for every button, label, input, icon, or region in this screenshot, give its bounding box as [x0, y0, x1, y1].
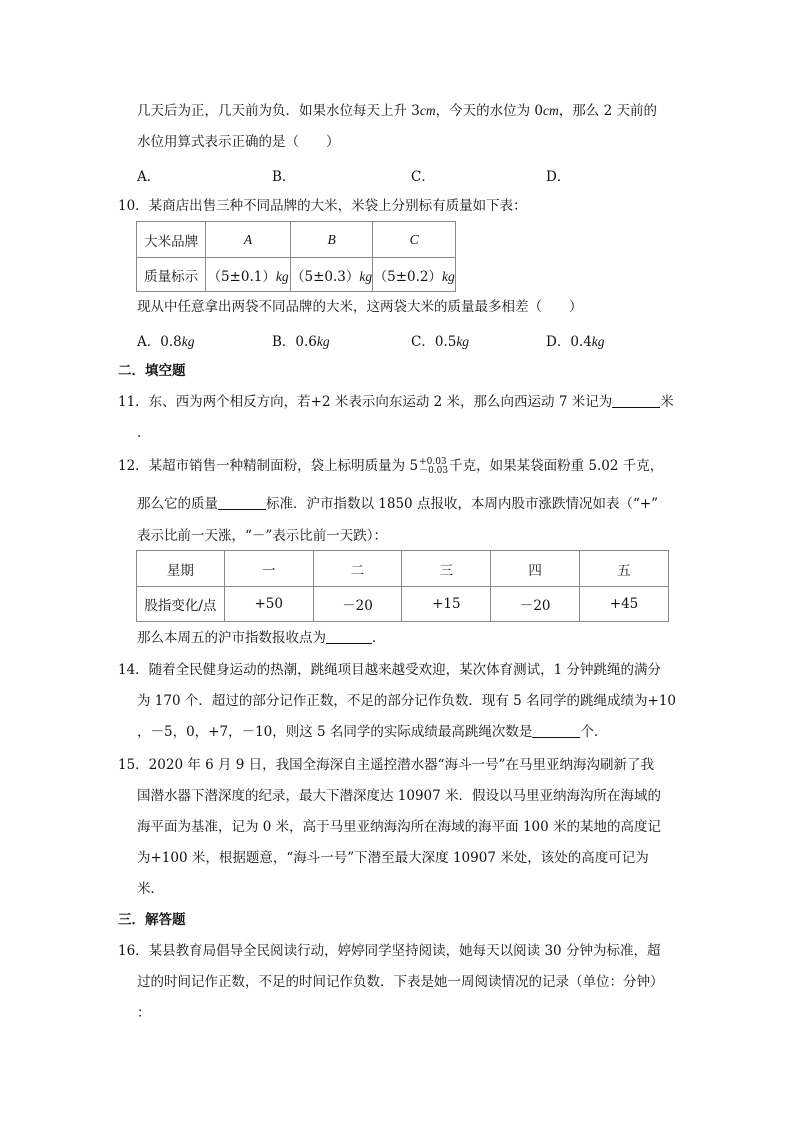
- q14-line1: 14．随着全民健身运动的热潮，跳绳项目越来越受欢迎，某次体育测试，1 分钟跳绳的满分: [118, 662, 662, 678]
- q15-line5: 米．: [137, 881, 164, 897]
- q10-header-brand: 大米品牌: [137, 222, 206, 258]
- q16-line1: 16．某县教育局倡导全民阅读行动，婷婷同学坚持阅读，她每天以阅读 30 分钟为标准，超: [118, 943, 661, 959]
- q10-option-a: [137, 330, 194, 350]
- q14-unit: 个．: [580, 724, 608, 740]
- q12-line2: [137, 494, 658, 514]
- q10-stem: 10．某商店出售三种不同品牌的大米，米袋上分别标有质量如下表：: [118, 198, 527, 214]
- unit-kg: kg: [275, 268, 289, 284]
- q10-header-c: C: [373, 222, 456, 258]
- q12-text-c: 那么它的质量: [137, 496, 218, 512]
- q12-text-d: 标准．沪市指数以 1850 点报收，本周内股市涨跌情况如表（“+”: [266, 496, 659, 512]
- q12-header-weekday: 星期: [137, 551, 225, 587]
- q16-line2: 过的时间记作正数，不足的时间记作负数．下表是她一周阅读情况的记录（单位：分钟）: [137, 974, 664, 990]
- q12-text-b: 千克，如果某袋面粉重 5.02 千克，: [449, 458, 664, 474]
- q15-line3: 海平面为基准，记为 0 米，高于马里亚纳海沟所在海域的海平面 100 米的某地的高度记: [137, 819, 662, 835]
- q11-unit: 米: [660, 394, 674, 410]
- q12-value-mon: +50: [224, 587, 313, 622]
- q10-option-b: [272, 330, 330, 350]
- q12-header-tue: 二: [313, 551, 402, 587]
- q12-header-wed: 三: [402, 551, 491, 587]
- q12-value-wed: +15: [402, 587, 491, 622]
- q10-cell-a: [206, 258, 291, 292]
- q10-header-b: B: [290, 222, 373, 258]
- unit-kg: kg: [591, 334, 605, 349]
- q12-value-tue: －20: [313, 587, 402, 622]
- q14-line2: 为 170 个．超过的部分记作正数，不足的部分记作负数．现有 5 名同学的跳绳成绩为+10: [137, 693, 677, 709]
- q14-text: ，－5，0，+7，－10，则这 5 名同学的实际成绩最高跳绳次数是: [137, 724, 533, 740]
- q12-tolerance: [419, 458, 448, 476]
- q10-cell-a-value: （5±0.1）: [207, 268, 276, 285]
- q15-line4: 为+100 米，根据题意，“海斗一号”下潜至最大深度 10907 米处，该处的高度可记为: [137, 850, 649, 866]
- unit-kg: kg: [181, 334, 195, 349]
- q11-line2: ．: [137, 425, 151, 441]
- section-answer-title: 三．解答题: [118, 912, 186, 928]
- q15-line2: 国潜水器下潜深度的纪录，最大下潜深度达 10907 米．假设以马里亚纳海沟所在海域的: [137, 788, 662, 804]
- q12-tolerance-upper: +0.03: [419, 456, 447, 467]
- q10-header-a: A: [206, 222, 291, 258]
- q9-text-c: ，那么 2 天前的: [558, 103, 657, 119]
- unit-kg: kg: [456, 334, 470, 349]
- q9-option-b: B．: [272, 169, 296, 185]
- q12-stock-table: [136, 550, 669, 622]
- q10-question: 现从中任意拿出两袋不同品牌的大米，这两袋大米的质量最多相差（ ）: [137, 299, 583, 315]
- q10-cell-b: [290, 258, 373, 292]
- q12-header-mon: 一: [224, 551, 313, 587]
- unit-kg: kg: [359, 268, 373, 284]
- q10-option-a-label: A．0.8: [137, 334, 182, 350]
- unit-kg: kg: [442, 268, 455, 284]
- q12-text-f: ．: [372, 630, 386, 646]
- q15-line1: 15．2020 年 6 月 9 日，我国全海深自主遥控潜水器“海斗一号”在马里亚纳海沟刷新了我: [118, 757, 654, 773]
- q10-rice-table: [136, 221, 456, 292]
- q11-line1: [118, 392, 674, 412]
- unit-kg: kg: [316, 334, 330, 349]
- q10-row-label: 质量标示: [137, 258, 206, 292]
- q12-header-thu: 四: [491, 551, 580, 587]
- q12-line4: [137, 628, 386, 648]
- q9-option-a: A．: [137, 169, 161, 185]
- q12-header-fri: 五: [580, 551, 669, 587]
- q14-line3: [137, 722, 607, 742]
- q12-text-e: 那么本周五的沪市指数报收点为: [137, 630, 326, 646]
- q12-line1: [118, 456, 663, 476]
- q11-answer-blank: [612, 393, 660, 408]
- q12-text-a: 12．某超市销售一种精制面粉，袋上标明质量为 5: [118, 458, 419, 474]
- section-fill-in-title: 二．填空题: [118, 363, 186, 379]
- q9-option-d: D．: [546, 169, 571, 185]
- q9-option-c: C．: [411, 169, 435, 185]
- q11-text: 11．东、西为两个相反方向，若+2 米表示向东运动 2 米，那么向西运动 7 米记为: [118, 394, 613, 410]
- q12-answer-blank-1: [218, 495, 266, 510]
- q10-option-c-label: C．0.5: [411, 334, 457, 350]
- q10-option-d-label: D．0.4: [546, 334, 592, 350]
- q9-line2: 水位用算式表示正确的是（ ）: [137, 134, 340, 150]
- unit-cm: cm: [543, 103, 559, 118]
- q12-tolerance-lower: －0.03: [419, 465, 449, 476]
- q9-text-b: ，今天的水位为 0: [435, 103, 544, 119]
- q12-value-thu: －20: [491, 587, 580, 622]
- q12-line3: 表示比前一天涨，“－”表示比前一天跌）：: [137, 528, 388, 544]
- q14-answer-blank: [532, 723, 580, 738]
- q10-cell-c: [373, 258, 456, 292]
- q9-text-a: 几天后为正，几天前为负．如果水位每天上升 3: [137, 103, 420, 119]
- q10-option-b-label: B．0.6: [272, 334, 317, 350]
- q10-option-d: [546, 330, 605, 350]
- q9-line1: [137, 101, 657, 121]
- q16-line3: ：: [137, 1005, 151, 1021]
- q10-cell-b-value: （5±0.3）: [291, 268, 360, 285]
- q12-row-label: 股指变化/点: [137, 587, 225, 622]
- q12-value-fri: +45: [580, 587, 669, 622]
- q10-cell-c-value: （5±0.2）: [373, 268, 442, 285]
- q10-option-c: [411, 330, 469, 350]
- q12-answer-blank-2: [326, 629, 372, 644]
- unit-cm: cm: [419, 103, 436, 118]
